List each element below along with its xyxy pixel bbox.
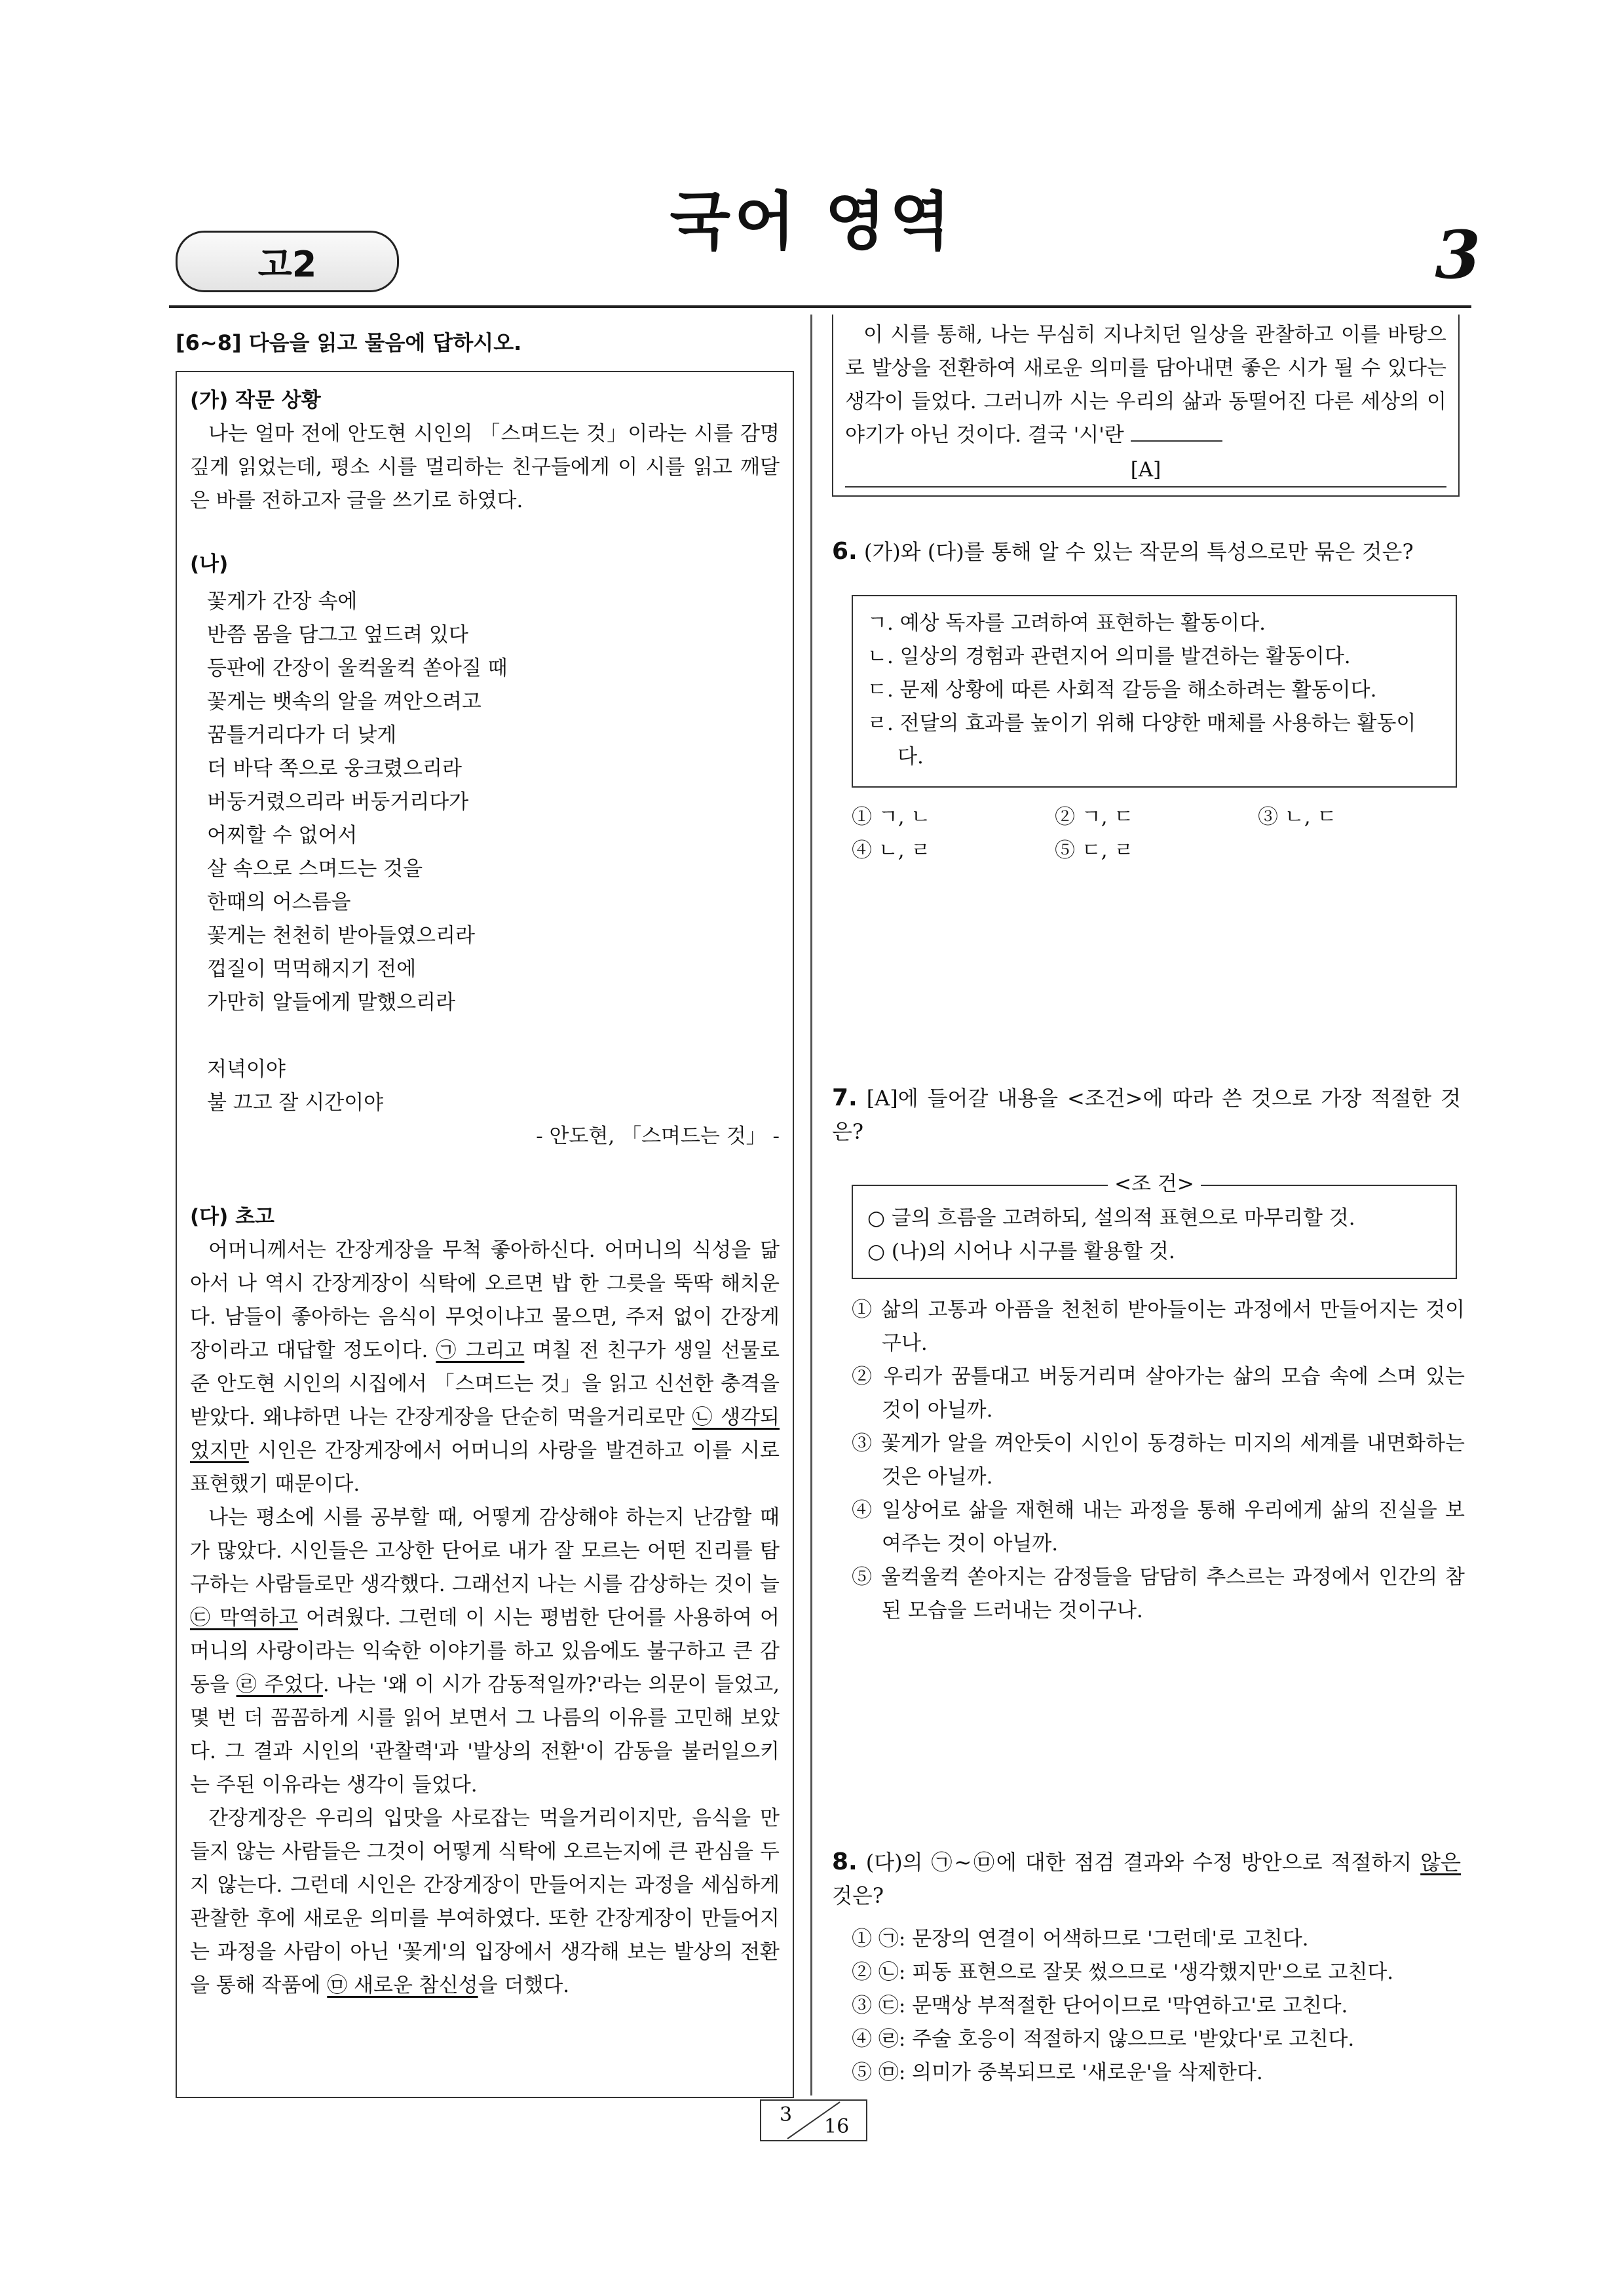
q7-choice[interactable]: ① 삶의 고통과 아픔을 천천히 받아들이는 과정에서 만들어지는 것이구나. <box>852 1298 1465 1355</box>
marker-4: ㉣ 주었다 <box>236 1673 323 1696</box>
question-6-items-box <box>852 595 1457 788</box>
passage-box <box>176 371 794 2098</box>
question-8: 8. (다)의 ㉠~㉤에 대한 점검 결과와 수정 방안으로 적절하지 않은 것은? <box>832 1848 1461 1908</box>
question-6-number: 6. <box>832 538 858 565</box>
question-7-stem: [A]에 들어갈 내용을 <조건>에 따라 쓴 것으로 가장 적절한 것은? <box>832 1086 1461 1144</box>
conditions-box <box>852 1172 1457 1279</box>
continued-text: 이 시를 통해, 나는 무심히 지나치던 일상을 관찰하고 이를 바탕으로 발상을 전환하여 새로운 의미를 담아내면 좋은 시가 될 수 있다는 생각이 들었다. 그러니까 시는 우리의 삶과 동떨어진 다른 세상의 이야기가 아닌 것이다. 결국 '시'란 <box>845 323 1446 447</box>
poem-line: 더 바닥 쪽으로 웅크렸으리라 <box>207 757 462 780</box>
poem-line: 꿈틀거리다가 더 낮게 <box>207 723 397 747</box>
q7-choice[interactable]: ④ 일상어로 삶을 재현해 내는 과정을 통해 우리에게 삶의 진실을 보여주는 것이 아닐까. <box>852 1499 1465 1556</box>
q6-choice[interactable]: ① ㄱ, ㄴ <box>852 805 931 829</box>
draft-paragraph-2: 나는 평소에 시를 공부할 때, 어떻게 감상해야 하는지 난감할 때가 많았다. 시인들은 고상한 단어로 내가 잘 모르는 어떤 진리를 탐구하는 사람들로만 생각했다. 그래선지 나는 시를 감상하는 것이 늘 ㉢ 막역하고 어려웠다. 그런데 이 시는 평범한 단어를 사용하여 어머니의 사랑이라는 익숙한 이야기를 하고 있음에도 불구하고 큰 감동을 ㉣ 주었다. 나는 '왜 이 시가 감동적일까?'라는 의문이 들었고, 몇 번 더 꼼꼼하게 시를 읽어 보면서 그 나름의 이유를 고민해 보았다. 그 결과 시인의 '관찰력'과 '발상의 전환'이 감동을 불러일으키는 주된 이유라는 생각이 들었다. <box>190 1506 780 1797</box>
section-ga <box>190 384 780 518</box>
q8-choice[interactable]: ② ㉡: 피동 표현으로 잘못 썼으므로 '생각했지만'으로 고친다. <box>852 1961 1394 1984</box>
page-counter-slash <box>761 2101 866 2140</box>
q8-choice[interactable]: ① ㉠: 문장의 연결이 어색하므로 '그런데'로 고친다. <box>852 1927 1309 1951</box>
question-8-emphasis: 않은 <box>1420 1850 1461 1875</box>
section-ga-label: (가) 작문 상황 <box>190 389 321 412</box>
poem-line: 가만히 알들에게 말했으리라 <box>207 991 456 1014</box>
condition-item: ○ 글의 흐름을 고려하되, 설의적 표현으로 마무리할 것. <box>867 1206 1355 1230</box>
q6-choice[interactable]: ② ㄱ, ㄷ <box>1055 805 1134 829</box>
marker-2: ㉡ 생각되었지만 <box>190 1406 780 1463</box>
question-7 <box>832 1081 1461 1149</box>
q8-choice[interactable]: ⑤ ㉤: 의미가 중복되므로 '새로운'을 삭제한다. <box>852 2061 1263 2084</box>
question-8-choices <box>852 1923 1465 2090</box>
poem-line: 살 속으로 스며드는 것을 <box>207 857 423 881</box>
poem-line: 한때의 어스름을 <box>207 890 351 914</box>
q6-choice[interactable]: ④ ㄴ, ㄹ <box>852 839 931 862</box>
poem-line: 꽃게가 간장 속에 <box>207 590 358 613</box>
page-current: 3 <box>780 2103 793 2126</box>
poem-source: - 안도현, 「스며드는 것」 - <box>536 1124 780 1148</box>
q7-choice[interactable]: ② 우리가 꿈틀대고 버둥거리며 살아가는 삶의 모습 속에 스며 있는 것이 아닐까. <box>852 1365 1465 1422</box>
draft-paragraph-3: 간장게장은 우리의 입맛을 사로잡는 먹을거리이지만, 음식을 만들지 않는 사람들은 그것이 어떻게 식탁에 오르는지에 큰 관심을 두지 않는다. 그런데 시인은 간장게장이 만들어지는 과정을 세심하게 관찰한 후에 새로운 의미를 부여하였다. 또한 간장게장이 만들어지는 과정을 사람이 아닌 '꽃게'의 입장에서 생각해 보는 발상의 전환을 통해 작품에 ㉤ 새로운 참신성을 더했다. <box>190 1807 780 1997</box>
q6-item: ㄴ. 일상의 경험과 관련지어 의미를 발견하는 활동이다. <box>867 645 1351 668</box>
poem-line <box>207 1020 780 1053</box>
poem-line: 버둥거렸으리라 버둥거리다가 <box>207 790 469 814</box>
q6-item: ㄹ. 전달의 효과를 높이기 위해 다양한 매체를 사용하는 활동이다. <box>867 712 1416 769</box>
grade-badge <box>176 231 399 292</box>
marker-5: ㉤ 새로운 참신성 <box>327 1974 478 1997</box>
q6-item: ㄷ. 문제 상황에 따른 사회적 갈등을 해소하려는 활동이다. <box>867 678 1377 702</box>
page-number: 3 <box>1435 216 1481 294</box>
section-da <box>190 1200 780 2002</box>
question-6-stem: (가)와 (다)를 통해 알 수 있는 작문의 특성으로만 묶은 것은? <box>863 539 1414 564</box>
section-na <box>190 548 780 1153</box>
conditions-title: <조 건> <box>1108 1172 1201 1196</box>
question-6-choices <box>852 801 1467 868</box>
column-divider <box>810 315 812 2095</box>
header-rule <box>169 305 1471 308</box>
question-8-number: 8. <box>832 1848 858 1875</box>
section-ga-text: 나는 얼마 전에 안도현 시인의 「스며드는 것」이라는 시를 감명 깊게 읽었는데, 평소 시를 멀리하는 친구들에게 이 시를 읽고 깨달은 바를 전하고자 글을 쓰기로 하였다. <box>190 422 780 512</box>
poem-line: 반쯤 몸을 담그고 엎드려 있다 <box>207 623 468 647</box>
question-7-choices <box>852 1293 1465 1628</box>
section-na-label: (나) <box>190 552 229 576</box>
poem-line: 불 끄고 잘 시간이야 <box>207 1091 384 1115</box>
q7-choice[interactable]: ③ 꽃게가 알을 껴안듯이 시인이 동경하는 미지의 세계를 내면화하는 것은 아닐까. <box>852 1432 1465 1489</box>
section-da-label: (다) 초고 <box>190 1205 274 1229</box>
draft-paragraph-1: 어머니께서는 간장게장을 무척 좋아하신다. 어머니의 식성을 닮아서 나 역시 간장게장이 식탁에 오르면 밥 한 그릇을 뚝딱 해치운다. 남들이 좋아하는 음식이 무엇이냐고 물으면, 주저 없이 간장게장이라고 대답할 정도이다. ㉠ 그리고 며칠 전 친구가 생일 선물로 준 안도현 시인의 시집에서 「스며드는 것」을 읽고 신선한 충격을 받았다. 왜냐하면 나는 간장게장을 단순히 먹을거리로만 ㉡ 생각되었지만 시인은 간장게장에서 어머니의 사랑을 발견하고 이를 시로 표현했기 때문이다. <box>190 1238 780 1496</box>
poem-line: 껍질이 먹먹해지기 전에 <box>207 957 417 981</box>
poem-line: 꽃게는 천천히 받아들였으리라 <box>207 924 476 947</box>
blank-label: [A] <box>845 453 1446 488</box>
question-7-number: 7. <box>832 1084 858 1111</box>
poem <box>190 585 780 1120</box>
q8-choice[interactable]: ④ ㉣: 주술 호응이 적절하지 않으므로 '받았다'로 고친다. <box>852 2027 1355 2051</box>
marker-1: ㉠ 그리고 <box>436 1339 525 1362</box>
q6-choice[interactable]: ⑤ ㄷ, ㄹ <box>1055 839 1134 862</box>
poem-line: 어찌할 수 없어서 <box>207 824 358 847</box>
poem-line: 저녁이야 <box>207 1058 286 1081</box>
q6-item: ㄱ. 예상 독자를 고려하여 표현하는 활동이다. <box>867 611 1266 635</box>
question-6 <box>832 535 1461 569</box>
question-directive: [6~8] 다음을 읽고 물음에 답하시오. <box>176 330 522 355</box>
condition-item: ○ (나)의 시어나 시구를 활용할 것. <box>867 1240 1175 1263</box>
page-total: 16 <box>824 2115 850 2138</box>
q6-choice[interactable]: ③ ㄴ, ㄷ <box>1258 805 1337 829</box>
poem-line: 등판에 간장이 울컥울컥 쏟아질 때 <box>207 657 508 680</box>
passage-continued-box <box>832 315 1460 497</box>
marker-3: ㉢ 막역하고 <box>190 1606 298 1630</box>
grade-label: 고2 <box>257 243 317 285</box>
answer-blank <box>1131 421 1222 442</box>
page-counter <box>760 2099 867 2141</box>
q8-choice[interactable]: ③ ㉢: 문맥상 부적절한 단어이므로 '막연하고'로 고친다. <box>852 1994 1348 2018</box>
q7-choice[interactable]: ⑤ 울컥울컥 쏟아지는 감정들을 담담히 추스르는 과정에서 인간의 참된 모습을 드러내는 것이구나. <box>852 1565 1465 1622</box>
page-title: 국어 영역 <box>670 185 954 258</box>
poem-line: 꽃게는 뱃속의 알을 껴안으려고 <box>207 690 482 714</box>
